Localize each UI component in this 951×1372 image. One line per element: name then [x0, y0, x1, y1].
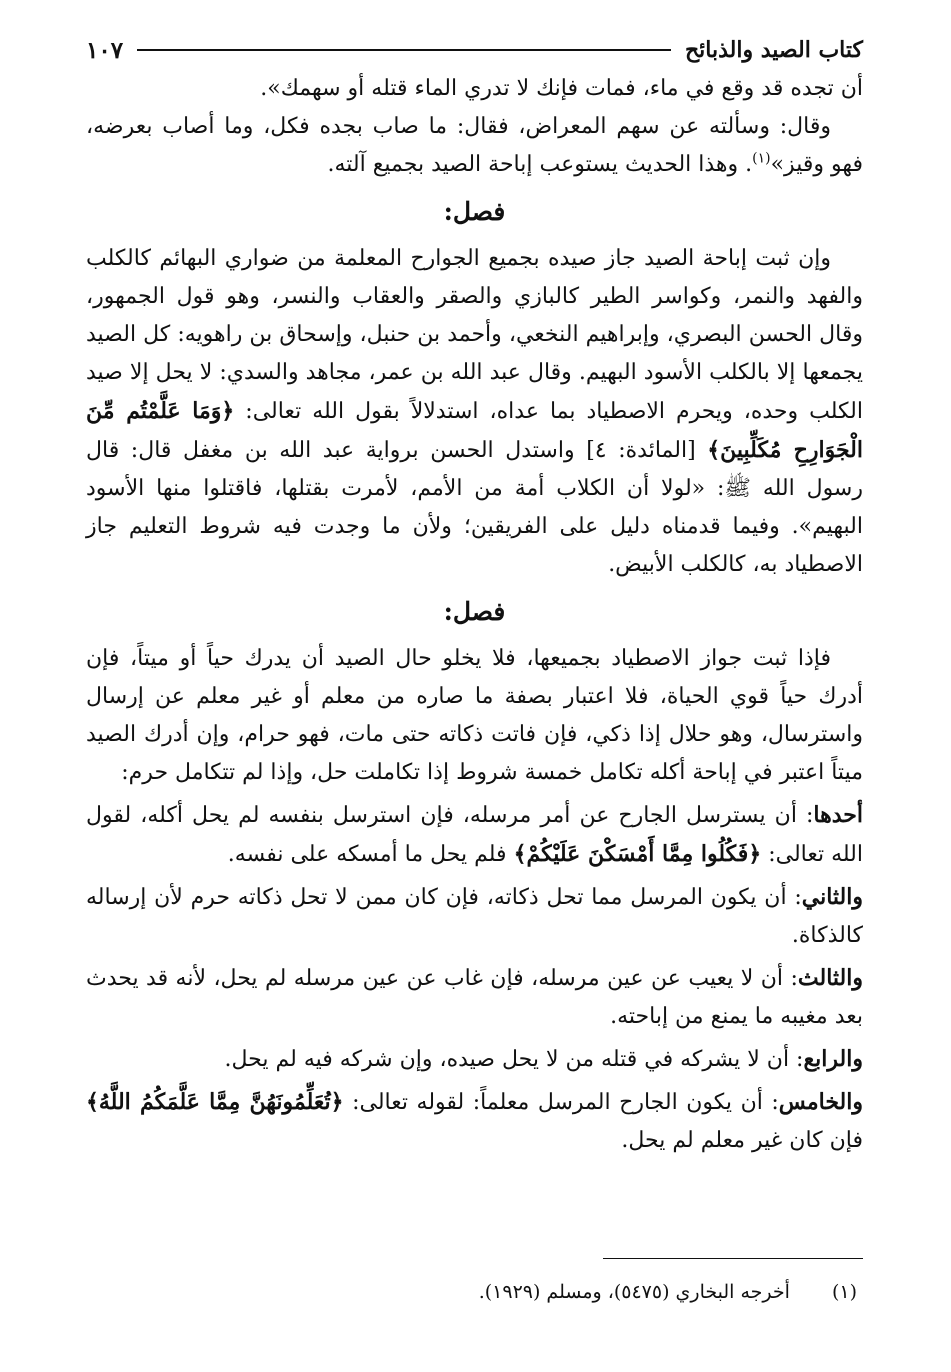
condition-item-3: والثالث: أن لا يعيب عن عين مرسله، فإن غاب عن عين مرسله لم يحل، لأنه قد يحدث بعد مغيبه ما يمنع من إباحته.: [86, 965, 863, 1029]
header-rule: [137, 49, 671, 51]
quran-verse: ﴿تُعَلِّمُونَهُنَّ مِمَّا عَلَّمَكُمُ اللَّهُ﴾: [86, 1089, 344, 1115]
section1-paragraph: وإن ثبت إباحة الصيد جاز صيده بجميع الجوارح المعلمة من ضواري البهائم كالكلب والفهد والنمر، وكواسر الطير كالبازي والصقر والعقاب والنسر، وهو قول الجمهور، وقال الحسن البصري، وإبراهيم النخعي، وأحمد بن حنبل، وإسحاق بن راهويه: كل الصيد يجمعها إلا بالكلب الأسود البهيم. وقال عبد الله بن عمر، مجاهد والسدي: لا يحل إلا صيد الكلب وحده، ويحرم الاصطياد بما عداه، استدلالاً بقول الله تعالى: ﴿وَمَا عَلَّمْتُم مِّنَ الْجَوَارِحِ مُكَلِّبِينَ﴾ [المائدة: ٤] واستدل الحسن برواية عبد الله بن مغفل قال: قال رسول الله ﷺ: «لولا أن الكلاب أمة من الأمم، لأمرت بقتلها، فاقتلوا منها الأسود البهيم». وفيما قدمناه دليل على الفريقين؛ ولأن ما وجدت فيه شروط التعليم جاز الاصطياد به، كالكلب الأبيض.: [86, 246, 863, 577]
running-title: كتاب الصيد والذبائح: [684, 37, 863, 63]
condition-item-2: والثاني: أن يكون المرسل مما تحل ذكاته، فإن كان ممن لا تحل ذكاته حرم لأن إرساله كالذكاة.: [86, 884, 863, 948]
footnote-divider: [603, 1258, 863, 1259]
condition-item-5: والخامس: أن يكون الجارح المرسل معلماً: لقوله تعالى: ﴿تُعَلِّمُونَهُنَّ مِمَّا عَلَّمَكُمُ اللَّهُ﴾ فإن كان غير معلم لم يحل.: [86, 1089, 863, 1153]
footnote: [86, 1278, 857, 1306]
section-heading-2: فصل:: [443, 597, 506, 626]
condition-item-4: والرابع: أن لا يشركه في قتله من لا يحل صيده، وإن شركه فيه لم يحل.: [224, 1046, 863, 1072]
section-heading-1: فصل:: [443, 197, 506, 226]
page-body: [86, 70, 863, 1160]
section2-intro: فإذا ثبت جواز الاصطياد بجميعها، فلا يخلو حال الصيد أن يدرك حياً أو ميتاً، فإن أدرك حياً قوي الحياة، فلا اعتبار بصفة ما صاره من معلم أو غير معلم عن إرسال واسترسال، وهو حلال إذا ذكي، فإن فاتت ذكاته حتى مات، فهو حرام، وإن أدرك الصيد ميتاً اعتبر في إباحة أكله تكامل خمسة شروط إذا تكاملت حل، وإذا لم تتكامل حرم:: [86, 646, 863, 785]
page-header: [86, 30, 863, 70]
footnote-ref: (١): [752, 150, 771, 167]
intro-paragraph-2: وقال: وسألته عن سهم المعراض، فقال: ما صاب بجده فكل، وما أصاب بعرضه، فهو وقيز»$^{(١)}$. وهذا الحديث يستوعب إباحة الصيد بجميع آلته.: [86, 114, 863, 177]
quran-verse: ﴿فَكُلُوا مِمَّا أَمْسَكْنَ عَلَيْكُمْ﴾: [513, 841, 762, 867]
condition-item-1: أحدها: أن يسترسل الجارح عن أمر مرسله، فإن استرسل بنفسه لم يحل أكله، لقول الله تعالى: ﴿فَكُلُوا مِمَّا أَمْسَكْنَ عَلَيْكُمْ﴾ فلم يحل ما أمسكه على نفسه.: [86, 802, 863, 867]
quran-verse: ﴿وَمَا عَلَّمْتُم مِّنَ الْجَوَارِحِ مُكَلِّبِينَ﴾: [86, 398, 863, 463]
footnote-number: (١): [831, 1281, 857, 1303]
intro-paragraph-1: أن تجده قد وقع في ماء، فمات فإنك لا تدري الماء قتله أو سهمك».: [260, 76, 863, 101]
page-number: ١٠٧: [86, 36, 124, 64]
footnote-text: أخرجه البخاري (٥٤٧٥)، ومسلم (١٩٢٩).: [478, 1281, 790, 1303]
